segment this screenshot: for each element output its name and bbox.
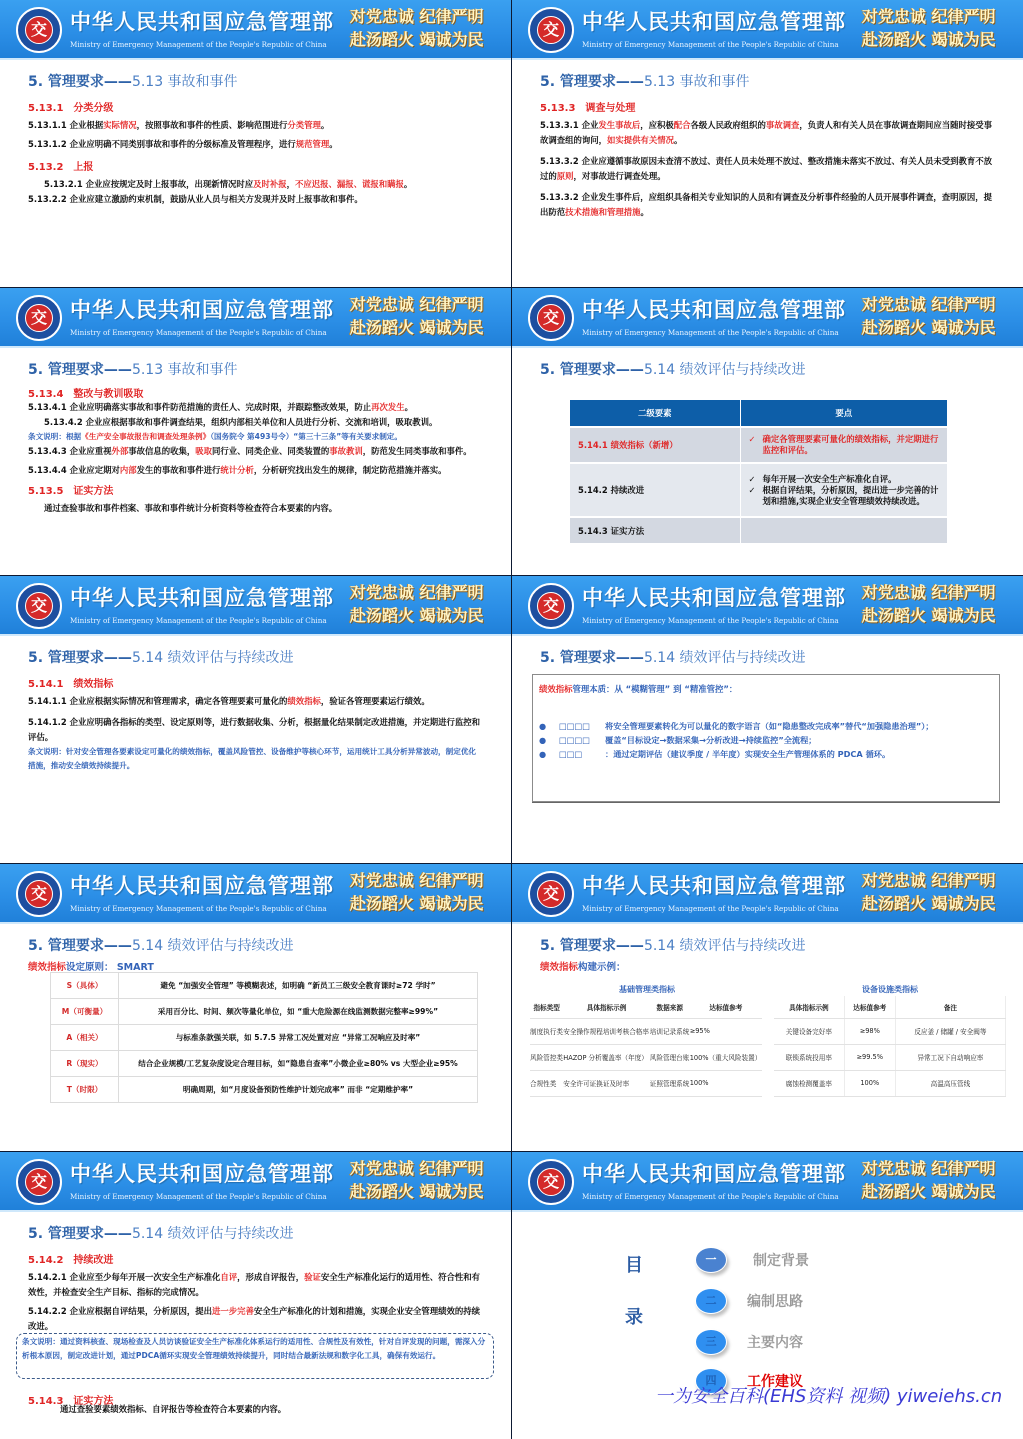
ministry-name: 中华人民共和国应急管理部 <box>582 586 846 610</box>
ministry-name-en: Ministry of Emergency Management of the People's Republic of China <box>70 904 327 913</box>
ministry-logo-icon: 交 <box>16 583 62 629</box>
ministry-name: 中华人民共和国应急管理部 <box>582 1162 846 1186</box>
banner <box>512 864 1023 924</box>
banner <box>0 0 511 60</box>
ministry-name: 中华人民共和国应急管理部 <box>70 298 334 322</box>
ministry-name: 中华人民共和国应急管理部 <box>70 10 334 34</box>
table-row: 腐蚀检测覆盖率 100% 高温高压管线 <box>774 1070 1006 1096</box>
table-row: R（现实） 结合企业规模/工艺复杂度设定合理目标，如“隐患自查率”小微企业≥80% vs 大型企业≥95% <box>51 1051 478 1077</box>
motto: 对党忠诚 纪律严明 赴汤蹈火 竭诚为民 <box>862 871 996 913</box>
table-caption: 设备设施类指标 <box>862 985 918 994</box>
bullet-item: ● □□□□ 将安全管理要素转化为可以量化的数字语言（如“隐患整改完成率”替代“加强隐患治理”）； <box>539 721 934 731</box>
clause: 通过查验要素绩效指标、自评报告等检查符合本要素的内容。 <box>60 1404 287 1414</box>
ministry-name-en: Ministry of Emergency Management of the People's Republic of China <box>70 616 327 625</box>
clause: 5.13.1.2 企业应明确不同类别事故和事件的分级标准及管理程序，进行规范管理。 <box>28 139 338 149</box>
ministry-name-en: Ministry of Emergency Management of the People's Republic of China <box>70 1192 327 1201</box>
banner <box>512 0 1023 60</box>
slide-2[interactable] <box>512 0 1023 287</box>
table-row: 5.14.3 证实方法 <box>570 517 948 543</box>
smart-table <box>50 972 478 1103</box>
slide-title: 5. 管理要求——5.14 绩效评估与持续改进 <box>28 938 294 954</box>
clause: 5.13.3.2 企业发生事件后，应组织具备相关专业知识的人员和有调查及分析事件经验的人员开展事件调查，查明原因，提出防范技术措施和管理措施。 <box>540 192 992 217</box>
ministry-name-en: Ministry of Emergency Management of the People's Republic of China <box>582 616 839 625</box>
management-indicators-table: 指标类型 具体指标示例 数据来源 达标值参考 制度执行类 安全操作规程培训考核合格率 培训记录系统 ≥95% 风险管控类 HAZOP 分析覆盖率（年度） 风险管理台账 100%（重大风险装置） 合规性类 安全许可证换证及时率 证照管理系统 100% <box>530 996 762 1097</box>
slide-title: 5. 管理要求——5.13 事故和事件 <box>28 74 238 90</box>
section-heading: 5.14.1 绩效指标 <box>28 679 114 690</box>
slide-4[interactable] <box>512 288 1023 575</box>
ministry-name: 中华人民共和国应急管理部 <box>582 298 846 322</box>
clause: 5.13.3.2 企业应遵循事故原因未查清不放过、责任人员未处理不放过、整改措施未落实不放过、有关人员未受到教育不放过的原则，对事故进行调查处理。 <box>540 156 992 181</box>
slide-3[interactable] <box>0 288 511 575</box>
slide-content <box>0 60 511 287</box>
clause-note: 条文说明：通过资料核查、现场检查及人员访谈验证安全生产标准化体系运行的适用性、合规性及有效性，针对自评发现的问题，需深入分析根本原因，制定改进计划，通过PDCA循环实现安全管理绩效持续提升，同时结合最新法规和数字化工具，确保有效运行。 <box>16 1333 494 1379</box>
elements-table <box>570 400 948 543</box>
ministry-name: 中华人民共和国应急管理部 <box>70 586 334 610</box>
ministry-logo-icon: 交 <box>528 1159 574 1205</box>
slide-title: 5. 管理要求——5.14 绩效评估与持续改进 <box>28 650 294 666</box>
number-badge-icon: 四 <box>695 1368 727 1394</box>
clause: 5.13.4.2 企业应根据事故和事件调查结果，组织内部相关单位和人员进行分析、交流和培训，吸取教训。 <box>44 417 438 427</box>
table-row: S（具体） 避免 “加强安全管理” 等模糊表述，如明确 “新员工三级安全教育课时≥72 学时” <box>51 973 478 999</box>
ministry-name-en: Ministry of Emergency Management of the People's Republic of China <box>70 328 327 337</box>
slide-content <box>0 348 511 575</box>
section-heading: 5.13.3 调查与处理 <box>540 103 636 114</box>
ministry-logo-icon: 交 <box>528 295 574 341</box>
clause: 5.13.4.1 企业应明确落实事故和事件防范措施的责任人、完成时限，并跟踪整改效果，防止再次发生。 <box>28 402 413 412</box>
motto: 对党忠诚 纪律严明 赴汤蹈火 竭诚为民 <box>862 295 996 337</box>
clause-note: 条文说明：针对安全管理各要素设定可量化的绩效指标，覆盖风险管控、设备维护等核心环节，运用统计工具分析异常波动，制定优化措施，推动安全绩效持续提升。 <box>28 747 477 770</box>
slide-9[interactable] <box>0 1152 511 1439</box>
essence-box <box>532 674 1000 802</box>
table-row: 合规性类 安全许可证换证及时率 证照管理系统 100% <box>530 1070 762 1096</box>
clause: 5.13.1.1 企业根据实际情况，按照事故和事件的性质、影响范围进行分类管理。 <box>28 120 330 130</box>
slide-title: 5. 管理要求——5.13 事故和事件 <box>540 74 750 90</box>
ministry-logo-icon: 交 <box>16 7 62 53</box>
table-row: 5.14.1 绩效指标（新增） ✓ 确定各管理要素可量化的绩效指标，并定期进行监控和评估。 <box>570 427 948 463</box>
table-row: M（可衡量） 采用百分比、时间、频次等量化单位，如 “重大危险源在线监测数据完整率≥99%” <box>51 999 478 1025</box>
table-row: 联锁系统投用率 ≥99.5% 异常工况下自动响应率 <box>774 1044 1006 1070</box>
ministry-name-en: Ministry of Emergency Management of the People's Republic of China <box>582 328 839 337</box>
clause: 5.14.2.1 企业应至少每年开展一次安全生产标准化自评，形成自评报告，验证安全生产标准化运行的适用性、符合性和有效性，并检查安全生产目标、指标的完成情况。 <box>28 1272 480 1297</box>
slide-7[interactable] <box>0 864 511 1151</box>
clause: 5.13.2.1 企业应按规定及时上报事故，出现新情况时应及时补报，不应迟报、漏报、谎报和瞒报。 <box>44 179 413 189</box>
ministry-name-en: Ministry of Emergency Management of the People's Republic of China <box>582 1192 839 1201</box>
toc-item-background[interactable]: 一 制定背景 <box>695 1247 809 1273</box>
banner <box>512 288 1023 348</box>
motto: 对党忠诚 纪律严明 赴汤蹈火 竭诚为民 <box>350 1159 484 1201</box>
ministry-logo-icon: 交 <box>528 583 574 629</box>
equipment-indicators-table: 具体指标示例 达标值参考 备注 关键设备完好率 ≥98% 反应釜 / 储罐 / 安全阀等 联锁系统投用率 ≥99.5% 异常工况下自动响应率 腐蚀检测覆盖率 100% 高温高压管线 <box>774 996 1006 1097</box>
table-row: 5.14.2 持续改进 ✓ 每年开展一次安全生产标准化自评。 ✓ 根据自评结果，分析原因，提出进一步完善的计划和措施,实现企业安全管理绩效持续改进。 <box>570 463 948 517</box>
toc-item-content[interactable]: 三 主要内容 <box>695 1329 803 1355</box>
bullet-item: ● □□□□ 覆盖“目标设定→数据采集→分析改进→持续监控”全流程； <box>539 735 817 745</box>
motto: 对党忠诚 纪律严明 赴汤蹈火 竭诚为民 <box>350 7 484 49</box>
banner <box>0 1152 511 1212</box>
clause: 5.14.1.2 企业应明确各指标的类型、设定原则等，进行数据收集、分析，根据量化结果制定改进措施，并定期进行监控和评估。 <box>28 717 480 742</box>
clause: 5.14.1.1 企业应根据实际情况和管理需求，确定各管理要素可量化的绩效指标，验证各管理要素运行绩效。 <box>28 696 430 706</box>
table-header: 二级要素 <box>570 400 740 427</box>
clause: 通过查验事故和事件档案、事故和事件统计分析资料等检查符合本要素的内容。 <box>44 503 338 513</box>
ministry-logo-icon: 交 <box>528 871 574 917</box>
motto: 对党忠诚 纪律严明 赴汤蹈火 竭诚为民 <box>862 1159 996 1201</box>
slide-content <box>512 60 1023 287</box>
table-caption: 基础管理类指标 <box>619 985 675 994</box>
table-row: T（时限） 明确周期，如“月度设备预防性维护计划完成率” 而非 “定期维护率” <box>51 1077 478 1103</box>
ministry-name-en: Ministry of Emergency Management of the People's Republic of China <box>582 40 839 49</box>
slide-content <box>0 1212 511 1439</box>
ministry-logo-icon: 交 <box>16 295 62 341</box>
ministry-name: 中华人民共和国应急管理部 <box>70 874 334 898</box>
slide-title: 5. 管理要求——5.14 绩效评估与持续改进 <box>28 1226 294 1242</box>
motto: 对党忠诚 纪律严明 赴汤蹈火 竭诚为民 <box>350 295 484 337</box>
ministry-name-en: Ministry of Emergency Management of the People's Republic of China <box>582 904 839 913</box>
number-badge-icon: 三 <box>695 1329 727 1355</box>
bullet-icon: ● <box>539 721 547 731</box>
ministry-logo-icon: 交 <box>528 7 574 53</box>
bullet-icon: ● <box>539 735 547 745</box>
table-row: 关键设备完好率 ≥98% 反应釜 / 储罐 / 安全阀等 <box>774 1018 1006 1044</box>
ministry-name: 中华人民共和国应急管理部 <box>582 10 846 34</box>
clause: 5.14.2.2 企业应根据自评结果，分析原因，提出进一步完善安全生产标准化的计划和措施，实现企业安全管理绩效的持续改进。 <box>28 1306 480 1331</box>
slide-title: 5. 管理要求——5.14 绩效评估与持续改进 <box>540 650 806 666</box>
ministry-logo-icon: 交 <box>16 1159 62 1205</box>
table-row: 制度执行类 安全操作规程培训考核合格率 培训记录系统 ≥95% <box>530 1018 762 1044</box>
toc-title: 目 录 <box>625 1255 643 1328</box>
ministry-name: 中华人民共和国应急管理部 <box>582 874 846 898</box>
motto: 对党忠诚 纪律严明 赴汤蹈火 竭诚为民 <box>350 583 484 625</box>
toc-item-suggestions[interactable]: 四 工作建议 <box>695 1368 803 1394</box>
clause: 5.13.2.2 企业应建立激励约束机制，鼓励从业人员与相关方发现并及时上报事故和事件。 <box>28 194 363 204</box>
banner <box>0 864 511 924</box>
banner <box>0 288 511 348</box>
ministry-name: 中华人民共和国应急管理部 <box>70 1162 334 1186</box>
banner <box>512 1152 1023 1212</box>
slide-5[interactable] <box>0 576 511 863</box>
motto: 对党忠诚 纪律严明 赴汤蹈火 竭诚为民 <box>862 7 996 49</box>
slide-content <box>512 348 1023 575</box>
table-row: 风险管控类 HAZOP 分析覆盖率（年度） 风险管理台账 100%（重大风险装置） <box>530 1044 762 1070</box>
box-lead: 绩效指标管理本质：从 “模糊管理” 到 “精准管控”： <box>539 684 738 694</box>
example-lead: 绩效指标构建示例： <box>540 962 626 973</box>
section-heading: 5.13.1 分类分级 <box>28 103 114 114</box>
motto: 对党忠诚 纪律严明 赴汤蹈火 竭诚为民 <box>350 871 484 913</box>
clause: 5.13.4.3 企业应重视外部事故信息的收集，吸取同行业、同类企业、同类装置的事故教训，防范发生同类事故和事件。 <box>28 446 472 456</box>
section-heading: 5.14.2 持续改进 <box>28 1255 114 1266</box>
banner <box>512 576 1023 636</box>
watermark: 一为安全百科(EHS资料 视频) yiweiehs.cn <box>655 1386 1003 1407</box>
clause: 5.13.4.4 企业应定期对内部发生的事故和事件进行统计分析，分析研究找出发生的规律，制定防范措施并落实。 <box>28 465 447 475</box>
bullet-item: ● □□□ ：通过定期评估（建议季度 / 半年度）实现安全生产管理体系的 PDCA 循环。 <box>539 749 891 759</box>
check-icon: ✓ <box>748 434 756 444</box>
slide-1[interactable] <box>0 0 511 287</box>
slide-content <box>512 924 1023 1151</box>
number-badge-icon: 一 <box>695 1247 727 1273</box>
clause: 5.13.3.1 企业发生事故后，应积极配合各级人民政府组织的事故调查，负责人和有关人员在事故调查期间应当随时接受事故调查组的询问，如实提供有关情况。 <box>540 120 992 145</box>
section-heading: 5.13.4 整改与教训吸取 <box>28 389 144 400</box>
slide-content <box>0 924 511 1151</box>
slide-6[interactable] <box>512 576 1023 863</box>
slide-title: 5. 管理要求——5.13 事故和事件 <box>28 362 238 378</box>
table-header: 要点 <box>740 400 948 427</box>
check-icon: ✓ <box>748 484 756 495</box>
slide-content <box>512 636 1023 863</box>
slide-content <box>0 636 511 863</box>
slide-title: 5. 管理要求——5.14 绩效评估与持续改进 <box>540 938 806 954</box>
slide-title: 5. 管理要求——5.14 绩效评估与持续改进 <box>540 362 806 378</box>
section-heading: 5.13.2 上报 <box>28 162 94 173</box>
section-heading: 5.14.3 证实方法 <box>28 1396 114 1407</box>
table-row: A（相关） 与标准条款强关联，如 5.7.5 异常工况处置对应 “异常工况响应及时率” <box>51 1025 478 1051</box>
slide-8[interactable] <box>512 864 1023 1151</box>
ministry-name-en: Ministry of Emergency Management of the People's Republic of China <box>70 40 327 49</box>
ministry-logo-icon: 交 <box>16 871 62 917</box>
clause-note: 条文说明：根据《生产安全事故报告和调查处理条例》（国务院令 第493号令）“第三十三条”等有关要求制定。 <box>28 432 402 441</box>
section-heading: 5.13.5 证实方法 <box>28 486 114 497</box>
smart-lead: 绩效指标设定原则： SMART <box>28 962 154 973</box>
number-badge-icon: 二 <box>695 1288 727 1314</box>
motto: 对党忠诚 纪律严明 赴汤蹈火 竭诚为民 <box>862 583 996 625</box>
toc-item-approach[interactable]: 二 编制思路 <box>695 1288 803 1314</box>
check-icon: ✓ <box>748 473 756 484</box>
bullet-icon: ● <box>539 749 547 759</box>
banner <box>0 576 511 636</box>
